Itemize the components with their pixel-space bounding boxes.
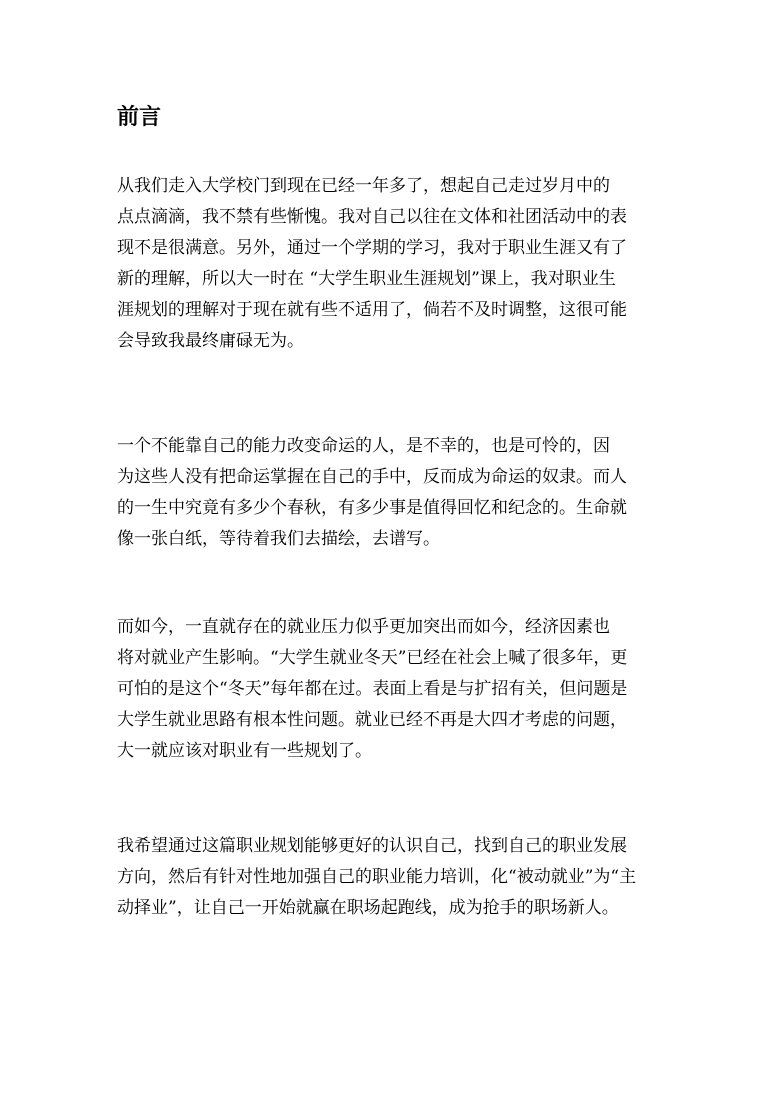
paragraph-line: 可怕的是这个“冬天”每年都在过。表面上看是与扩招有关，但问题是 — [117, 679, 628, 699]
paragraph-line: 一个不能靠自己的能力改变命运的人，是不幸的，也是可怜的，因 — [117, 436, 610, 456]
paragraph-line: 大一就应该对职业有一些规划了。 — [117, 741, 372, 761]
paragraph-line: 为这些人没有把命运掌握在自己的手中，反而成为命运的奴隶。而人 — [117, 467, 627, 487]
paragraph-2 — [117, 431, 662, 555]
paragraph-line: 我希望通过这篇职业规划能够更好的认识自己，找到自己的职业发展 — [117, 836, 627, 856]
page-title: 前言 — [117, 104, 162, 130]
paragraph-line: 现不是很满意。另外，通过一个学期的学习，我对于职业生涯又有了 — [117, 238, 627, 258]
paragraph-line: 从我们走入大学校门到现在已经一年多了，想起自己走过岁月中的 — [117, 176, 610, 196]
paragraph-4 — [117, 831, 662, 924]
paragraph-line: 涯规划的理解对于现在就有些不适用了，倘若不及时调整，这很可能 — [117, 300, 627, 320]
paragraph-line: 像一张白纸，等待着我们去描绘，去谱写。 — [117, 529, 440, 549]
paragraph-1 — [117, 171, 662, 357]
paragraph-line: 动择业”，让自己一开始就赢在职场起跑线，成为抢手的职场新人。 — [117, 898, 619, 918]
paragraph-line: 的一生中究竟有多少个春秋，有多少事是值得回忆和纪念的。生命就 — [117, 498, 627, 518]
paragraph-line: 大学生就业思路有根本性问题。就业已经不再是大四才考虑的问题， — [117, 710, 627, 730]
paragraph-line: 新的理解，所以大一时在 “大学生职业生涯规划”课上，我对职业生 — [117, 269, 616, 289]
paragraph-line: 将对就业产生影响。“大学生就业冬天”已经在社会上喊了很多年，更 — [117, 648, 628, 668]
paragraph-line: 方向，然后有针对性地加强自己的职业能力培训，化“被动就业”为“主 — [117, 867, 637, 887]
paragraph-line: 会导致我最终庸碌无为。 — [117, 331, 304, 351]
paragraph-line: 而如今，一直就存在的就业压力似乎更加突出而如今，经济因素也 — [117, 617, 610, 637]
paragraph-line: 点点滴滴，我不禁有些惭愧。我对自己以往在文体和社团活动中的表 — [117, 207, 627, 227]
paragraph-3 — [117, 612, 662, 767]
